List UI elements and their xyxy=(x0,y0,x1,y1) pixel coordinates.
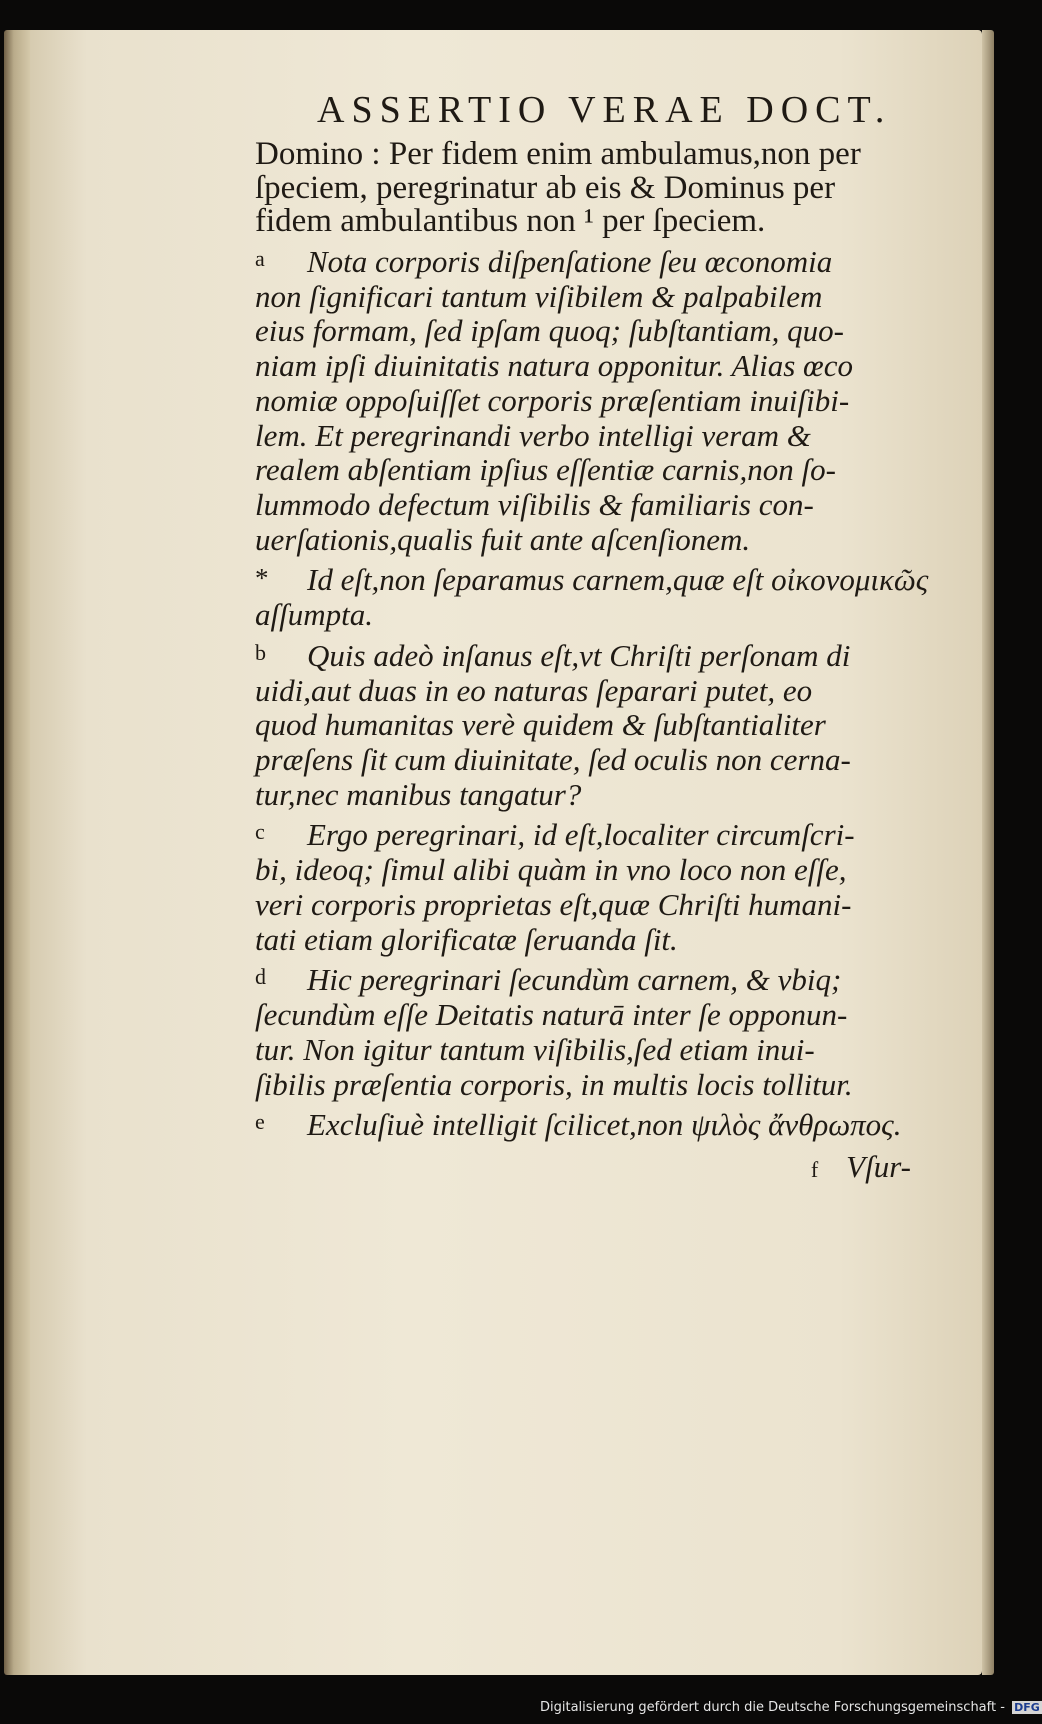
body-text xyxy=(255,138,955,239)
page-right-edge xyxy=(982,30,994,1675)
body-line: ſpeciem, peregrinatur ab eis & Dominus per xyxy=(255,169,836,206)
note-marker: c xyxy=(255,819,265,845)
note-line: Hic peregrinari ſecundùm carnem, & vbiq; xyxy=(307,962,842,998)
note-line: nomiæ oppoſuiſſet corporis præſentiam inuiſibi- xyxy=(255,382,850,418)
note-line: Quis adeò inſanus eſt,vt Chriſti perſonam di xyxy=(307,637,851,673)
running-head: ASSERTIO VERAE DOCT. xyxy=(317,89,892,131)
note-line: eius formam, ſed ipſam quoq; ſubſtantiam, quo- xyxy=(255,313,844,349)
note-line: lummodo defectum viſibilis & familiaris con- xyxy=(255,487,814,522)
note-line: realem abſentiam ipſius eſſentiæ carnis,non ſo- xyxy=(255,452,836,488)
marginal-note-star xyxy=(255,563,955,632)
note-line: aſſumpta. xyxy=(255,597,373,633)
marginal-note-b xyxy=(255,639,955,813)
text-block xyxy=(255,70,955,1185)
note-marker: * xyxy=(255,563,269,594)
note-line: Nota corporis diſpenſatione ſeu œconomia xyxy=(307,243,833,279)
note-line: veri corporis proprietas eſt,quæ Chriſti humani- xyxy=(255,886,852,922)
credit-text: Digitalisierung gefördert durch die Deutsche Forschungsgemeinschaft - xyxy=(540,1700,1005,1715)
note-line: quod humanitas verè quidem & ſubſtantialiter xyxy=(255,707,826,743)
catchword-line xyxy=(255,1149,955,1185)
note-marker: f xyxy=(810,1156,819,1182)
note-line: non ſignificari tantum viſibilem & palpabilem xyxy=(255,278,823,314)
marginal-note-a xyxy=(255,245,955,557)
marginal-note-c xyxy=(255,818,955,957)
note-line: uidi,aut duas in eo naturas ſeparari putet, eo xyxy=(255,672,813,708)
note-line: uerſationis,qualis fuit ante aſcenſionem. xyxy=(255,521,751,557)
note-line: bi, ideoq; ſimul alibi quàm in vno loco non eſſe, xyxy=(255,852,847,888)
marginal-note-d xyxy=(255,963,955,1102)
page-left-edge xyxy=(4,30,32,1675)
digitization-credit xyxy=(540,1700,1042,1715)
note-line: ſibilis præſentia corporis, in multis locis tollitur. xyxy=(255,1066,853,1102)
note-line: lem. Et peregrinandi verbo intelligi veram & xyxy=(255,417,811,453)
note-marker: a xyxy=(255,245,265,271)
note-line: ſecundùm eſſe Deitatis naturā inter ſe opponun- xyxy=(255,997,848,1033)
note-marker: b xyxy=(255,639,266,665)
note-marker: e xyxy=(255,1109,265,1135)
note-line: tur,nec manibus tangatur? xyxy=(255,776,582,812)
catchword: Vſur- xyxy=(846,1148,911,1184)
note-line: Excluſiuè intelligit ſcilicet,non ψιλὸς ἄνθρωπος. xyxy=(307,1107,902,1143)
body-line: fidem ambulantibus non ¹ per ſpeciem. xyxy=(255,203,766,240)
body-line: Domino : Per fidem enim ambulamus,non per xyxy=(255,136,861,172)
note-marker: d xyxy=(255,964,266,990)
note-line: niam ipſi diuinitatis natura opponitur. Alias œco xyxy=(255,348,853,384)
dfg-logo: DFG xyxy=(1014,1701,1040,1714)
marginal-note-e xyxy=(255,1108,955,1143)
note-line: tur. Non igitur tantum viſibilis,ſed etiam inui- xyxy=(255,1031,815,1067)
note-line: præſens ſit cum diuinitate, ſed oculis non cerna- xyxy=(255,742,851,778)
note-line: Ergo peregrinari, id eſt,localiter circumſcri- xyxy=(307,817,855,853)
note-line: Id eſt,non ſeparamus carnem,quæ eſt οἰκονομικῶς xyxy=(307,562,929,598)
note-line: tati etiam glorificatæ ſeruanda ſit. xyxy=(255,921,678,957)
